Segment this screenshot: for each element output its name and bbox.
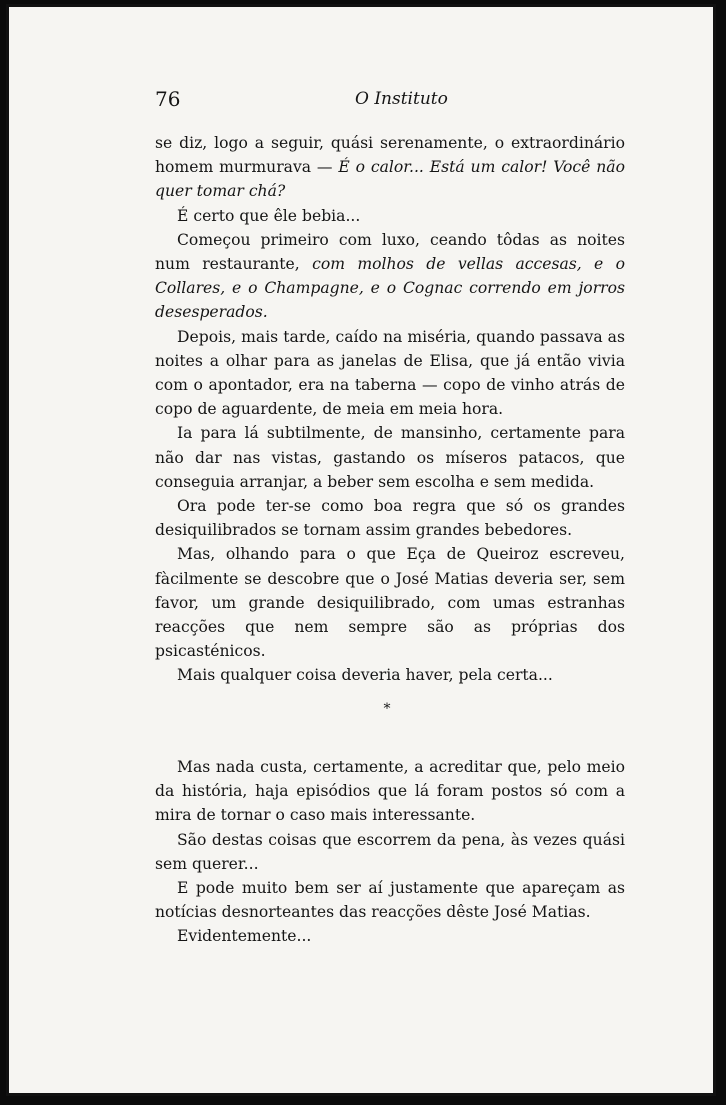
text-span: São destas coisas que escorrem da pena, às vezes quási sem querer... <box>155 830 625 873</box>
paragraph <box>155 131 625 204</box>
text-span: se diz, logo a seguir, quási serenamente, o extraordinário homem murmurava — <box>155 134 625 177</box>
running-title: O Instituto <box>355 89 448 109</box>
paragraph <box>155 828 625 876</box>
text-span: Ora pode ter-se como boa regra que só os grandes desiquilibrados se tornam assim grandes bebedores. <box>155 497 625 540</box>
paragraph <box>155 876 625 924</box>
paragraph <box>155 421 625 494</box>
paragraph <box>155 663 625 687</box>
text-span: Mais qualquer coisa deveria haver, pela certa... <box>177 666 553 685</box>
paragraph <box>155 494 625 542</box>
text-span: Depois, mais tarde, caído na miséria, quando passava as noites a olhar para as janelas de Elisa, que já então vivia com o apontador, era na taberna — copo de vinho atrás de copo de aguardente, de meia em meia hora. <box>155 327 625 419</box>
paragraph <box>155 542 625 663</box>
text-span: E pode muito bem ser aí justamente que apareçam as notícias desnorteantes das reacções dêste José Matias. <box>155 879 625 922</box>
page-frame <box>6 4 716 1096</box>
paragraph <box>155 755 625 828</box>
text-span: Começou primeiro com luxo, ceando tôdas as noites num restaurante, <box>155 230 625 274</box>
italic-text: É o calor... Está um calor! Você não quer tomar chá? <box>155 158 625 201</box>
italic-text: com molhos de vellas accesas, e o Collares, e o Champagne, e o Cognac correndo em jorros desesperados. <box>155 255 626 322</box>
book-page <box>9 7 713 1093</box>
text-span: Mas, olhando para o que Eça de Queiroz escreveu, fàcilmente se descobre que o José Matias deveria ser, sem favor, um grande desiquilibrado, com umas estranhas reacções que nem sempre são as próprias dos psicasténicos. <box>155 545 625 661</box>
paragraph <box>155 204 625 228</box>
body-text-top <box>155 131 625 688</box>
paragraph <box>155 325 625 422</box>
section-divider-asterisk: * <box>383 701 391 717</box>
paragraph <box>155 924 625 948</box>
page-number: 76 <box>155 87 181 111</box>
text-span: Ia para lá subtilmente, de mansinho, certamente para não dar nas vistas, gastando os míseros patacos, que conseguia arranjar, a beber sem escolha e sem medida. <box>155 424 625 491</box>
paragraph <box>155 228 625 325</box>
text-span: Evidentemente... <box>177 927 312 946</box>
text-span: É certo que êle bebia... <box>177 206 361 225</box>
text-span: Mas nada custa, certamente, a acreditar que, pelo meio da história, haja episódios que lá foram postos só com a mira de tornar o caso mais interessante. <box>155 758 625 825</box>
body-text-bottom <box>155 755 625 949</box>
